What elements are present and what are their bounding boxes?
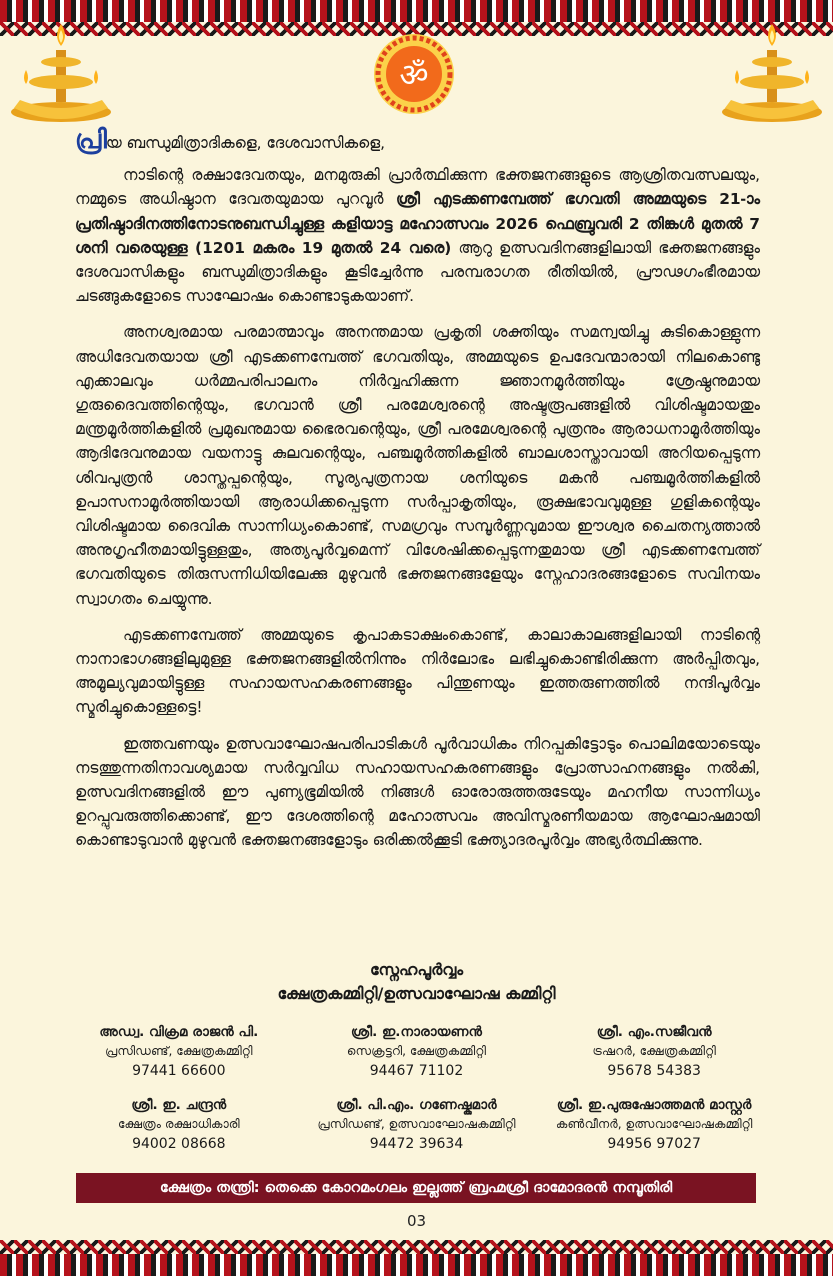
signatory [60, 1022, 298, 1081]
signatory-role: പ്രസിഡണ്ട്, ഉത്സവാഘോഷകമ്മിറ്റി [317, 1117, 516, 1131]
signatory-name: ശ്രീ. ഇ.പുരുഷോത്തമൻ മാസ്റ്റർ [556, 1097, 752, 1113]
signatory-phone: 95678 54383 [607, 1063, 701, 1079]
tantri-banner: ക്ഷേത്രം തന്ത്രി: തെക്കെ കോറമംഗലം ഇല്ലത്ത് ബ്രഹ്മശ്രീ ദാമോദരൻ നമ്പൂതിരി [76, 1173, 756, 1203]
signatory [535, 1095, 773, 1154]
signatory-phone: 94472 39634 [369, 1136, 464, 1152]
signatory-role: ക്ഷേത്രം രക്ഷാധികാരി [117, 1117, 240, 1131]
signatory-name: ശ്രീ. ഇ.നാരായണൻ [350, 1024, 483, 1040]
diamond-pattern-bottom [0, 1240, 833, 1254]
signatory-role: കൺവീനർ, ഉത്സവാഘോഷകമ്മിറ്റി [555, 1117, 753, 1131]
signatory-name: ശ്രീ. എം.സജീവൻ [596, 1024, 712, 1040]
oil-lamp-icon [6, 20, 116, 125]
signatory-name: ശ്രീ. പി.എം. ഗണേഷ്കുമാർ [336, 1097, 497, 1113]
signatory-phone: 94956 97027 [607, 1136, 701, 1152]
paragraph-4: ഇത്തവണയും ഉത്സവാഘോഷപരിപാടികൾ പൂർവാധികം നിറപ്പകിട്ടോടും പൊലിമയോടെയും നടത്തുന്നതിനാവശ്യമായ സർവ്വവിധ സഹായസഹകരണങ്ങളും പ്രോത്സാഹനങ്ങളും നൽകി, ഉത്സവദിനങ്ങളിൽ ഈ പുണ്യഭൂമിയിൽ നിങ്ങൾ ഓരോരുത്തരുടേയും മഹനീയ സാന്നിധ്യം ഉറപ്പുവരുത്തിക്കൊണ്ട്, ഈ ദേശത്തിന്റെ മഹോത്സവം അവിസ്മരണീയമായ ആഘോഷമായി കൊണ്ടാടുവാൻ മുഴുവൻ ഭക്തജനങ്ങളോടും ഒരിക്കൽക്കൂടി ഭക്ത്യാദരപൂർവ്വം അഭ്യർത്ഥിക്കുന്നു. [75, 734, 760, 850]
letter-body [75, 125, 760, 865]
paragraph-3: എടക്കണമ്പേത്ത് അമ്മയുടെ കൃപാകടാക്ഷംകൊണ്ട്, കാലാകാലങ്ങളിലായി നാടിന്റെ നാനാഭാഗങ്ങളിലുമുള്ള ഭക്തജനങ്ങളിൽനിന്നും നിർലോഭം ലഭിച്ചുകൊണ്ടിരിക്കുന്ന അർപ്പിതവും, അമൂല്യവുമായിട്ടുള്ള സഹായസഹകരണങ്ങളും പിന്തുണയും ഇത്തരുണത്തിൽ നന്ദിപൂർവ്വം സ്മരിച്ചുകൊള്ളട്ടെ! [75, 625, 760, 717]
svg-text:ॐ: ॐ [399, 56, 429, 94]
signatory-name: ശ്രീ. ഇ. ചന്ദ്രൻ [131, 1097, 227, 1113]
signatory [60, 1095, 298, 1154]
paragraph-2: അനശ്വരമായ പരമാത്മാവും അനന്തമായ പ്രകൃതി ശക്തിയും സമന്വയിച്ചു കുടികൊള്ളുന്ന അധിദേവതയായ ശ്രീ എടക്കണമ്പേത്ത് ഭഗവതിയും, അമ്മയുടെ ഉപദേവന്മാരായി നിലകൊണ്ടു എക്കാലവും ധർമ്മപരിപാലനം നിർവ്വഹിക്കുന്ന ജ്ഞാനമൂർത്തിയും ശ്രേഷ്ഠനുമായ ഗുരുദൈവത്തിന്റെയും, ഭഗവാൻ ശ്രീ പരമേശ്വരന്റെ അഷ്ടരൂപങ്ങളിൽ വിശിഷ്ടമായതും മന്ത്രമൂർത്തികളിൽ പ്രമുഖനുമായ ഭൈരവന്റെയും, ശ്രീ പരമേശ്വരന്റെ പുത്രനും ആരാധനാമൂർത്തിയും ആദിദേവനുമായ വയനാട്ടു കുലവന്റെയും, പഞ്ചമൂർത്തികളിൽ ബാലശാസ്താവായി അറിയപ്പെടുന്ന ശിവപുത്രൻ ശാസ്തപ്പന്റെയും, സൂര്യപുത്രനായ ശനിയുടെ മകൻ പഞ്ചമൂർത്തികളിൽ ഉപാസനാമൂർത്തിയായി ആരാധിക്കപ്പെടുന്ന സർപ്പാകൃതിയും, രൂക്ഷഭാവവുമുള്ള ഗുളികന്റെയും വിശിഷ്ടമായ ദൈവിക സാന്നിധ്യംകൊണ്ട്, സമഗ്രവും സമ്പൂർണ്ണവുമായ ഈശ്വര ചൈതന്യത്താൽ അനുഗൃഹീതമായിട്ടുള്ളതും, അത്യപൂർവ്വമെന്ന് വിശേഷിക്കപ്പെടുന്നതുമായ ശ്രീ എടക്കണമ്പേത്ത് ഭഗവതിയുടെ തിരുസന്നിധിയിലേക്കു മുഴുവൻ ഭക്തജനങ്ങളേയും സ്നേഹാദരങ്ങളോടെ സവിനയം സ്വാഗതം ചെയ്യുന്നു. [75, 323, 760, 608]
signatory [535, 1022, 773, 1081]
signatory-role: പ്രസിഡണ്ട്, ക്ഷേത്രകമ്മിറ്റി [105, 1044, 253, 1058]
closing-block [0, 958, 833, 1006]
paragraph-1 [75, 163, 760, 308]
signatory [298, 1095, 536, 1154]
paragraph-1-close: ആറു ഉത്സവദിനങ്ങളിലായി ഭക്തജനങ്ങളും ദേശവാസികളും ബന്ധുമിത്രാദികളും കൂടിച്ചേർന്നു പരമ്പരാഗത രീതിയിൽ, പ്രൗഢഗംഭീരമായ ചടങ്ങുകളോടെ സാഘോഷം കൊണ്ടാടുകയാണ്. [75, 238, 760, 306]
page-number: 03 [406, 1212, 427, 1230]
closing-committee: ക്ഷേത്രകമ്മിറ്റി/ഉത്സവാഘോഷ കമ്മിറ്റി [277, 984, 556, 1003]
salutation [75, 125, 760, 155]
salutation-initial: പ്രി [75, 125, 106, 155]
paragraph-1-event-details: ശ്രീ എടക്കണമ്പേത്ത് ഭഗവതി അമ്മയുടെ 21-ാം പ്രതിഷ്ഠാദിനത്തിനോടനുബന്ധിച്ചുള്ള കളിയാട്ട മഹോത്സവം 2026 ഫെബ്രുവരി 2 തിങ്കൾ മുതൽ 7 ശനി വരെയുള്ള (1201 മകരം 19 മുതൽ 24 വരെ) [75, 190, 760, 257]
oil-lamp-icon [717, 20, 827, 125]
salutation-text: യ ബന്ധുമിത്രാദികളെ, ദേശവാസികളെ, [105, 134, 385, 152]
paragraph-1-intro: നാടിന്റെ രക്ഷാദേവതയും, മനമുരുകി പ്രാർത്ഥിക്കുന്ന ഭക്തജനങ്ങളുടെ ആശ്രിതവത്സലയും, നമ്മുടെ അധിഷ്ഠാന ദേവതയുമായ പുറവൂർ [75, 166, 760, 209]
signatory-role: സെക്രട്ടറി, ക്ഷേത്രകമ്മിറ്റി [346, 1044, 487, 1058]
signatories-grid [60, 1022, 773, 1154]
signatory [298, 1022, 536, 1081]
signatory-name: അഡ്വ. വിക്രമ രാജൻ പി. [99, 1024, 259, 1040]
decorative-border-top [0, 0, 833, 22]
signatory-phone: 94467 71102 [369, 1063, 464, 1079]
decorative-border-bottom [0, 1254, 833, 1276]
signatory-phone: 97441 66600 [132, 1063, 226, 1079]
om-icon [372, 32, 456, 116]
signatory-phone: 94002 08668 [132, 1136, 226, 1152]
signatory-role: ട്രഷറർ, ക്ഷേത്രകമ്മിറ്റി [592, 1044, 716, 1058]
closing-greeting: സ്നേഹപൂർവ്വം [369, 960, 464, 979]
